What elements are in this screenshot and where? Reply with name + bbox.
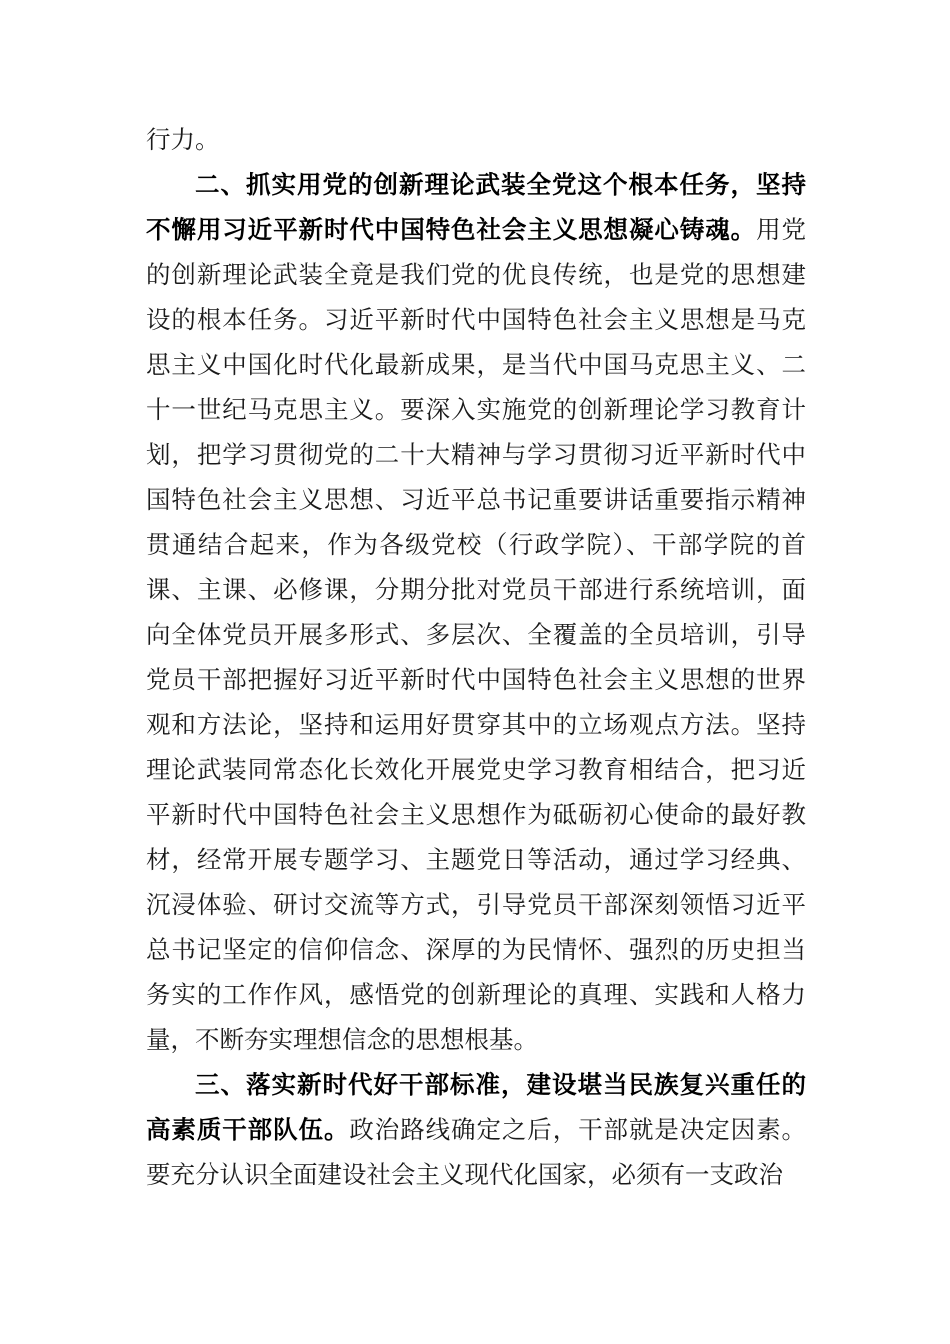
document-body xyxy=(146,117,806,1197)
paragraph-continuation xyxy=(146,117,806,162)
section-three-heading: 三、落实新时代好干部标准，建设堪当民族复兴重任的高素质干部队伍。 xyxy=(146,1070,806,1144)
paragraph-body: 用党的创新理论武装全竟是我们党的优良传统，也是党的思想建设的根本任务。习近平新时代中国特色社会主义思想是马克思主义中国化时代化最新成果，是当代中国马克思主义、二十一世纪马克思主义。要深入实施党的创新理论学习教育计划，把学习贯彻党的二十大精神与学习贯彻习近平新时代中国特色社会主义思想、习近平总书记重要讲话重要指示精神贯通结合起来，作为各级党校（行政学院）、干部学院的首课、主课、必修课，分期分批对党员干部进行系统培训，面向全体党员开展多形式、多层次、全覆盖的全员培训，引导党员干部把握好习近平新时代中国特色社会主义思想的世界观和方法论，坚持和运用好贯穿其中的立场观点方法。坚持理论武装同常态化长效化开展党史学习教育相结合，把习近平新时代中国特色社会主义思想作为砥砺初心使命的最好教材，经常开展专题学习、主题党日等活动，通过学习经典、沉浸体验、研讨交流等方式，引导党员干部深刻领悟习近平总书记坚定的信仰信念、深厚的为民情怀、强烈的历史担当务实的工作作风，感悟党的创新理论的真理、实践和人格力量，不断夯实理想信念的思想根基。 xyxy=(146,215,806,1054)
paragraph-body: 行力。 xyxy=(146,125,220,154)
section-two-heading: 二、抓实用党的创新理论武装全党这个根本任务，坚持不懈用习近平新时代中国特色社会主义思想凝心铸魂。 xyxy=(146,170,806,244)
paragraph-body: 政治路线确定之后，干部就是决定因素。要充分认识全面建设社会主义现代化国家，必须有一支政治 xyxy=(146,1115,806,1189)
paragraph-section-two xyxy=(146,162,806,1062)
paragraph-section-three xyxy=(146,1062,806,1197)
